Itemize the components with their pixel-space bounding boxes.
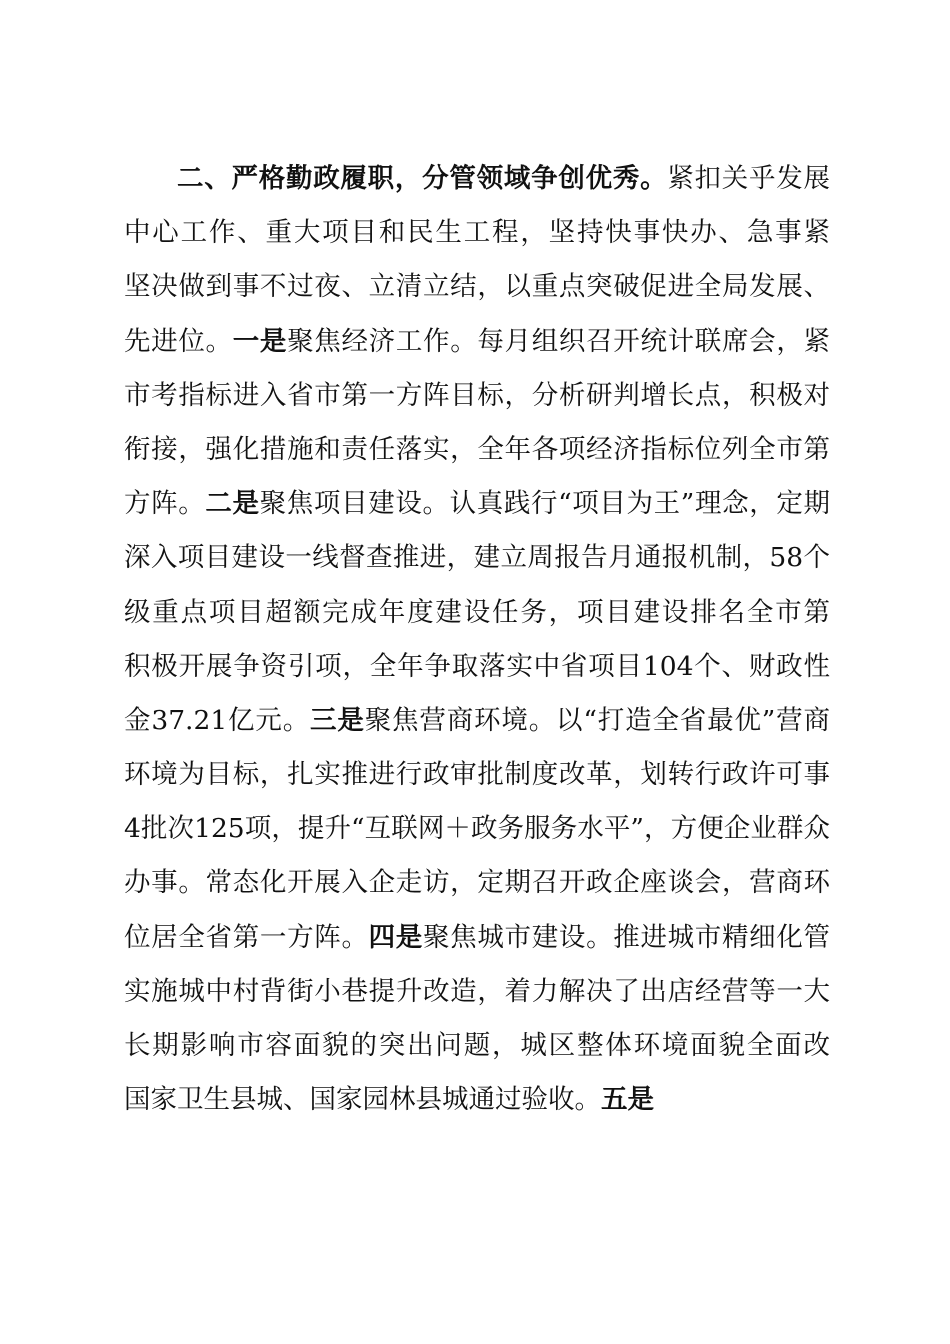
item-marker: 二是 bbox=[205, 488, 260, 520]
line-text: 深入项目建设一线督查推进，建立周报告月通报机制，58个 bbox=[124, 542, 830, 574]
item-marker: 一是 bbox=[232, 325, 288, 357]
line-text: 位居全省第一方阵。 bbox=[124, 921, 369, 953]
line-text: 办事。常态化开展入企走访，定期召开政企座谈会，营商环 bbox=[124, 867, 830, 899]
paragraph-line-12 bbox=[124, 748, 830, 802]
item-marker: 五是 bbox=[601, 1084, 654, 1116]
paragraph-line-17 bbox=[124, 1019, 830, 1073]
line-text: 坚决做到事不过夜、立清立结，以重点突破促进全局发展、 bbox=[124, 271, 830, 303]
line-text: 聚焦经济工作。每月组织召开统计联席会，紧 bbox=[287, 325, 830, 357]
paragraph-line-1 bbox=[124, 152, 830, 206]
paragraph-line-16 bbox=[124, 965, 830, 1019]
paragraph-line-8 bbox=[124, 531, 830, 585]
line-text: 聚焦营商环境。以“打造全省最优”营商 bbox=[364, 704, 830, 736]
paragraph-line-18 bbox=[124, 1073, 830, 1127]
line-text: 衔接，强化措施和责任落实，全年各项经济指标位列全市第 bbox=[124, 433, 830, 465]
paragraph-line-14 bbox=[124, 856, 830, 910]
line-text: 实施城中村背街小巷提升改造，着力解决了出店经营等一大 bbox=[124, 975, 830, 1007]
paragraph-line-5 bbox=[124, 369, 830, 423]
line-text: 金37.21亿元。 bbox=[124, 704, 311, 736]
paragraph-line-10 bbox=[124, 640, 830, 694]
paragraph-line-6 bbox=[124, 423, 830, 477]
section-heading: 二、严格勤政履职，分管领域争创优秀。 bbox=[177, 163, 668, 194]
body-paragraph bbox=[124, 152, 830, 1127]
paragraph-line-11 bbox=[124, 694, 830, 748]
line-text: 级重点项目超额完成年度建设任务，项目建设排名全市第 bbox=[124, 596, 830, 628]
paragraph-line-3 bbox=[124, 260, 830, 314]
paragraph-line-15 bbox=[124, 911, 830, 965]
line-text: 方阵。 bbox=[124, 488, 206, 520]
paragraph-line-4 bbox=[124, 315, 830, 369]
line-text: 长期影响市容面貌的突出问题，城区整体环境面貌全面改 bbox=[124, 1030, 830, 1061]
line-text: 聚焦城市建设。推进城市精细化管 bbox=[423, 921, 830, 953]
paragraph-line-7 bbox=[124, 477, 830, 531]
paragraph-line-9 bbox=[124, 586, 830, 640]
line-text: 国家卫生县城、国家园林县城通过验收。 bbox=[124, 1084, 601, 1116]
line-text: 中心工作、重大项目和民生工程，坚持快事快办、急事紧 bbox=[124, 217, 830, 249]
item-marker: 三是 bbox=[310, 704, 365, 736]
line-text: 聚焦项目建设。认真践行“项目为王”理念，定期 bbox=[259, 488, 830, 520]
item-marker: 四是 bbox=[368, 921, 423, 953]
paragraph-line-2 bbox=[124, 206, 830, 260]
line-text: 先进位。 bbox=[124, 325, 233, 357]
paragraph-line-13 bbox=[124, 802, 830, 856]
line-text: 积极开展争资引项，全年争取落实中省项目104个、财政性 bbox=[124, 650, 830, 682]
line-text: 环境为目标，扎实推进行政审批制度改革，划转行政许可事 bbox=[124, 759, 830, 791]
line-text: 4批次125项，提升“互联网＋政务服务水平”，方便企业群众 bbox=[124, 813, 830, 845]
line-text: 市考指标进入省市第一方阵目标，分析研判增长点，积极对 bbox=[124, 379, 830, 411]
line-text: 紧扣关乎发展 bbox=[667, 163, 830, 194]
